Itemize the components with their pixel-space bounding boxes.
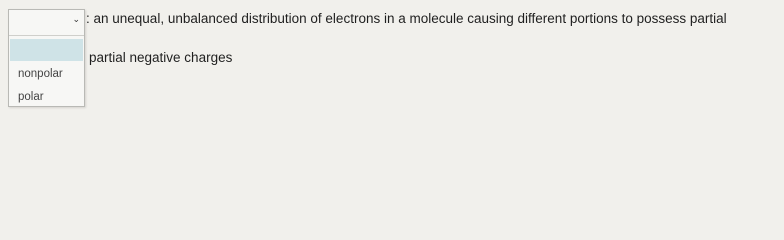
question-text: : an unequal, unbalanced distribution of electrons in a molecule causing different portions to possess partial bbox=[86, 11, 727, 26]
dropdown-option-nonpolar[interactable]: nonpolar bbox=[18, 68, 63, 80]
dropdown-option-blank[interactable] bbox=[10, 39, 83, 61]
dropdown-trigger[interactable] bbox=[9, 10, 84, 36]
dropdown-option-polar[interactable]: polar bbox=[18, 91, 44, 103]
answer-dropdown[interactable] bbox=[8, 9, 85, 107]
chevron-down-icon: ⌄ bbox=[72, 14, 80, 24]
question-text-continued: partial negative charges bbox=[89, 50, 233, 65]
